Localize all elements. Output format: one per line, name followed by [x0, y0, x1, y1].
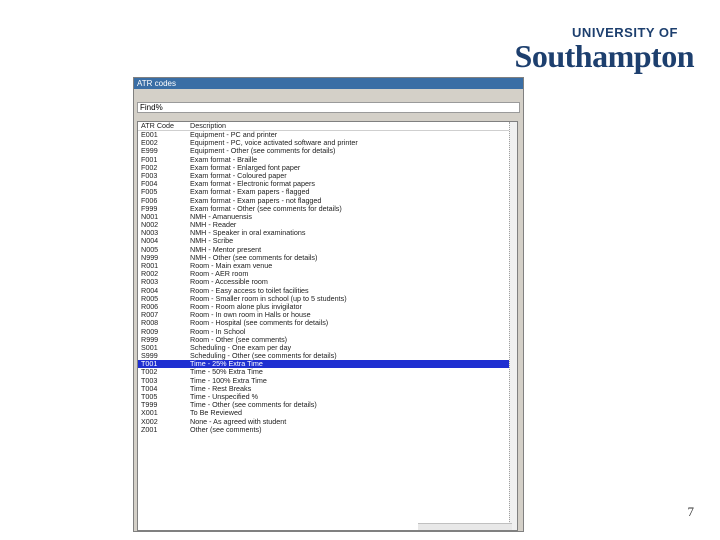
row-description: Exam format - Enlarged font paper: [190, 162, 301, 172]
row-code: R004: [141, 285, 159, 295]
row-description: Time - Rest Breaks: [190, 383, 252, 393]
row-description: Room - In own room in Halls or house: [190, 310, 311, 320]
row-description: Exam format - Exam papers - flagged: [190, 187, 310, 197]
row-description: Equipment - PC, voice activated software and printer: [190, 138, 358, 148]
row-code: F005: [141, 187, 158, 197]
row-description: Time - Other (see comments for details): [190, 400, 317, 410]
row-code: R005: [141, 293, 159, 303]
row-description: None - As agreed with student: [190, 416, 287, 426]
row-code: N005: [141, 244, 159, 254]
row-code: X002: [141, 416, 158, 426]
row-description: Time - 100% Extra Time: [190, 375, 267, 385]
row-description: NMH - Speaker in oral examinations: [190, 228, 306, 238]
row-description: Exam format - Braille: [190, 154, 258, 164]
row-description: NMH - Mentor present: [190, 244, 262, 254]
row-code: F001: [141, 154, 158, 164]
row-code: N003: [141, 228, 159, 238]
row-description: Room - Smaller room in school (up to 5 students): [190, 293, 347, 303]
row-description: Room - Other (see comments): [190, 334, 288, 344]
row-code: T005: [141, 392, 158, 401]
row-code: T003: [141, 375, 158, 385]
table-row[interactable]: [138, 426, 517, 434]
row-description: NMH - Reader: [190, 220, 237, 230]
row-code: N004: [141, 236, 159, 246]
row-description: Scheduling - One exam per day: [190, 342, 292, 352]
row-description: Room - Main exam venue: [190, 261, 273, 270]
row-description: Room - Room alone plus invigilator: [190, 301, 302, 311]
row-description: Time - 50% Extra Time: [190, 367, 263, 377]
row-code: F006: [141, 195, 158, 205]
row-description: Exam format - Other (see comments for details): [190, 203, 342, 213]
row-code: F999: [141, 203, 158, 213]
logo-line2: Southampton: [514, 38, 694, 74]
row-description: Time - Unspecified %: [190, 392, 259, 401]
row-code: T999: [141, 400, 158, 410]
row-code: S999: [141, 351, 158, 361]
row-description: Exam format - Coloured paper: [190, 170, 287, 180]
row-code: E001: [141, 130, 158, 139]
row-description: Room - Accessible room: [190, 277, 268, 287]
row-code: R006: [141, 301, 159, 311]
row-description: NMH - Scribe: [190, 236, 234, 246]
university-logo: [514, 26, 694, 72]
row-description: Equipment - PC and printer: [190, 130, 278, 139]
window-title: ATR codes: [134, 78, 523, 89]
row-code: R001: [141, 261, 159, 270]
page-number: 7: [687, 504, 694, 519]
vertical-scrollbar[interactable]: [509, 122, 517, 530]
row-description: Room - Hospital (see comments for details): [190, 318, 329, 328]
find-input[interactable]: Find%: [137, 102, 520, 113]
row-code: T001: [141, 359, 158, 369]
row-code: R999: [141, 334, 159, 344]
row-description: Exam format - Exam papers - not flagged: [190, 195, 322, 205]
column-header-code[interactable]: ATR Code: [141, 121, 175, 130]
row-code: R007: [141, 310, 159, 320]
row-code: R009: [141, 326, 159, 336]
row-code: N999: [141, 252, 159, 262]
row-description: NMH - Amanuensis: [190, 211, 252, 221]
codes-list: [137, 121, 518, 531]
row-code: T004: [141, 383, 158, 393]
column-header-description[interactable]: Description: [190, 121, 226, 130]
row-code: E999: [141, 146, 158, 156]
row-code: F002: [141, 162, 158, 172]
row-code: R002: [141, 269, 159, 279]
row-description: Scheduling - Other (see comments for details): [190, 351, 337, 361]
row-code: T002: [141, 367, 158, 377]
row-description: Exam format - Electronic format papers: [190, 179, 316, 189]
row-code: Z001: [141, 424, 158, 434]
row-code: R003: [141, 277, 159, 287]
row-code: X001: [141, 408, 158, 418]
row-code: F003: [141, 170, 158, 180]
row-code: E002: [141, 138, 158, 148]
row-code: N002: [141, 220, 159, 230]
row-description: Equipment - Other (see comments for details): [190, 146, 336, 156]
row-description: To Be Reviewed: [190, 408, 242, 418]
row-code: S001: [141, 342, 158, 352]
row-description: Other (see comments): [190, 424, 262, 434]
horizontal-scrollbar[interactable]: [418, 523, 512, 530]
row-description: Room - Easy access to toilet facilities: [190, 285, 309, 295]
row-code: R008: [141, 318, 159, 328]
row-description: Room - In School: [190, 326, 246, 336]
row-code: F004: [141, 179, 158, 189]
atr-codes-window: [133, 77, 524, 532]
logo-line1: UNIVERSITY OF: [572, 25, 678, 40]
row-description: Time - 25% Extra Time: [190, 359, 263, 369]
row-description: NMH - Other (see comments for details): [190, 252, 318, 262]
row-code: N001: [141, 211, 159, 221]
row-description: Room - AER room: [190, 269, 249, 279]
